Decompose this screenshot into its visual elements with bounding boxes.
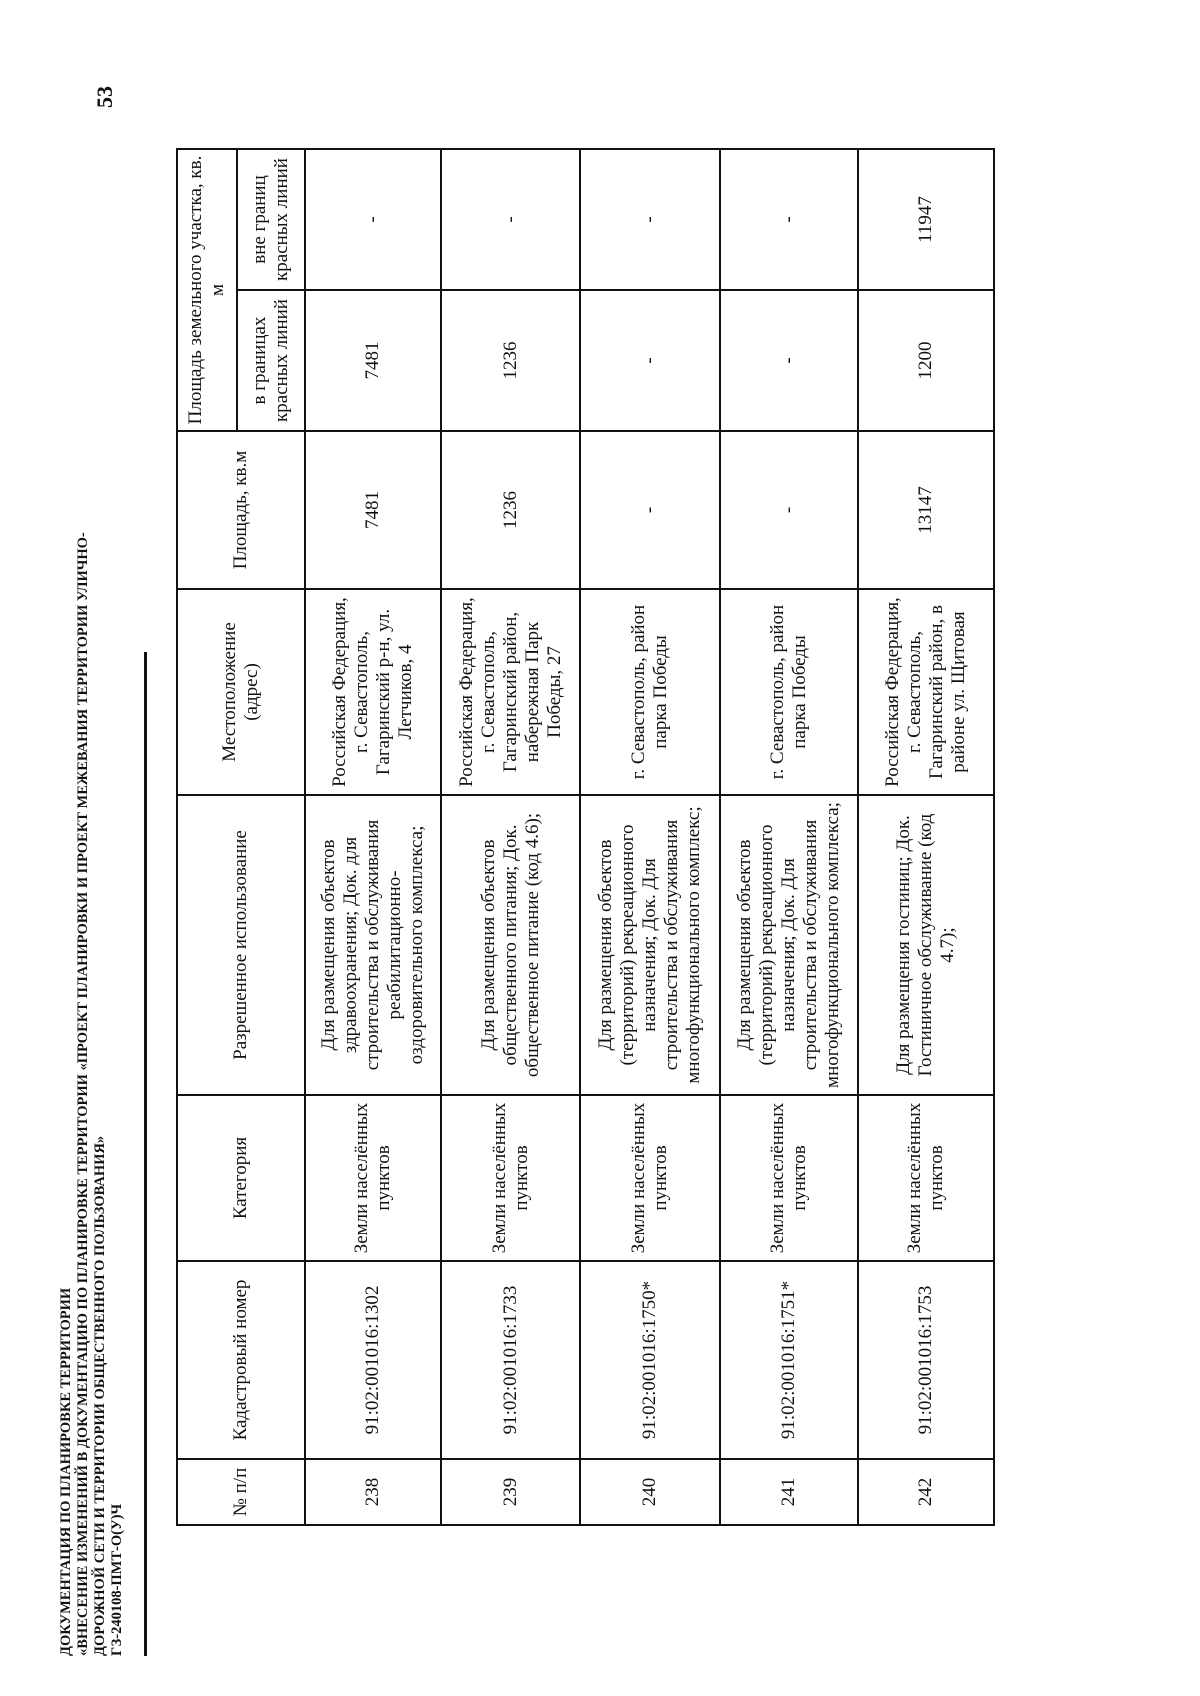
header-divider bbox=[144, 652, 147, 1656]
cell-cadastral: 91:02:001016:1750* bbox=[580, 1261, 720, 1459]
cell-location: г. Севастополь, район парка Победы bbox=[720, 589, 858, 795]
cell-location: Российская Федерация, г. Севастополь, Гагаринский район, набережная Парк Победы, 27 bbox=[441, 589, 580, 795]
header-line-1: ДОКУМЕНТАЦИЯ ПО ПЛАНИРОВКЕ ТЕРРИТОРИИ bbox=[58, 1287, 74, 1656]
header-location: Местоположение (адрес) bbox=[177, 589, 305, 795]
cell-num: 240 bbox=[580, 1459, 720, 1525]
cell-outside: - bbox=[441, 149, 580, 290]
cell-location: Российская Федерация, г. Севастополь, Гагаринский р-н, ул. Летчиков, 4 bbox=[305, 589, 441, 795]
table-row bbox=[858, 149, 994, 1525]
cell-inside: 7481 bbox=[305, 290, 441, 431]
cell-inside: - bbox=[720, 290, 858, 431]
cell-location: г. Севастополь, район парка Победы bbox=[580, 589, 720, 795]
header-line-3: ДОРОЖНОЙ СЕТИ И ТЕРРИТОРИИ ОБЩЕСТВЕННОГО ПОЛЬЗОВАНИЯ» bbox=[92, 1135, 108, 1656]
cell-category: Земли населённых пунктов bbox=[441, 1095, 580, 1261]
cell-use: Для размещения объектов здравоохранения; Док. для строительства и обслуживания реабилитационно-оздоровительного комплекса; bbox=[305, 795, 441, 1095]
cell-num: 239 bbox=[441, 1459, 580, 1525]
cell-cadastral: 91:02:001016:1753 bbox=[858, 1261, 994, 1459]
cell-num: 238 bbox=[305, 1459, 441, 1525]
page-number: 53 bbox=[92, 86, 117, 108]
table-row bbox=[580, 149, 720, 1525]
header-plot-area-group: Площадь земельного участка, кв. м bbox=[177, 149, 237, 431]
cell-use: Для размещения объектов (территорий) рекреационного назначения; Док. Для строительства и обслуживания многофункционального комплекс; bbox=[580, 795, 720, 1095]
cell-outside: - bbox=[720, 149, 858, 290]
header-area: Площадь, кв.м bbox=[177, 431, 305, 589]
header-num: № п/п bbox=[177, 1459, 305, 1525]
land-plots-table bbox=[176, 148, 995, 1526]
cell-inside: 1200 bbox=[858, 290, 994, 431]
table-row bbox=[305, 149, 441, 1525]
cell-outside: - bbox=[580, 149, 720, 290]
cell-inside: 1236 bbox=[441, 290, 580, 431]
header-line-4: ГЗ-240108-ПМТ-О(У)Ч bbox=[109, 1503, 125, 1656]
header-category: Категория bbox=[177, 1095, 305, 1261]
cell-location: Российская Федерация, г. Севастополь, Гагаринский район, в районе ул. Щитовая bbox=[858, 589, 994, 795]
table-row bbox=[720, 149, 858, 1525]
header-outside-red-lines: вне границ красных линий bbox=[237, 149, 305, 290]
header-use: Разрешенное использование bbox=[177, 795, 305, 1095]
cell-use: Для размещения гостиниц; Док. Гостиничное обслуживание (код 4.7); bbox=[858, 795, 994, 1095]
cell-outside: - bbox=[305, 149, 441, 290]
cell-area: 1236 bbox=[441, 431, 580, 589]
document-header bbox=[58, 256, 126, 1656]
cell-category: Земли населённых пунктов bbox=[580, 1095, 720, 1261]
header-inside-red-lines: в границах красных линий bbox=[237, 290, 305, 431]
cell-use: Для размещения объектов общественного питания; Док. общественное питание (код 4.6); bbox=[441, 795, 580, 1095]
header-line-2: «ВНЕСЕНИЕ ИЗМЕНЕНИЙ В ДОКУМЕНТАЦИЮ ПО ПЛАНИРОВКЕ ТЕРРИТОРИИ «ПРОЕКТ ПЛАНИРОВКИ И ПРОЕКТ МЕЖЕВАНИЯ ТЕРРИТОРИИ УЛИЧНО- bbox=[75, 532, 91, 1656]
cell-cadastral: 91:02:001016:1302 bbox=[305, 1261, 441, 1459]
cell-area: 7481 bbox=[305, 431, 441, 589]
cell-outside: 11947 bbox=[858, 149, 994, 290]
cell-cadastral: 91:02:001016:1751* bbox=[720, 1261, 858, 1459]
cell-use: Для размещения объектов (территорий) рекреационного назначения; Док. Для строительства и обслуживания многофункционального комплекса; bbox=[720, 795, 858, 1095]
cell-category: Земли населённых пунктов bbox=[305, 1095, 441, 1261]
cell-area: - bbox=[720, 431, 858, 589]
cell-area: 13147 bbox=[858, 431, 994, 589]
table-row bbox=[441, 149, 580, 1525]
header-cadastral: Кадастровый номер bbox=[177, 1261, 305, 1459]
cell-category: Земли населённых пунктов bbox=[858, 1095, 994, 1261]
cell-category: Земли населённых пунктов bbox=[720, 1095, 858, 1261]
cell-inside: - bbox=[580, 290, 720, 431]
cell-cadastral: 91:02:001016:1733 bbox=[441, 1261, 580, 1459]
cell-num: 242 bbox=[858, 1459, 994, 1525]
cell-num: 241 bbox=[720, 1459, 858, 1525]
cell-area: - bbox=[580, 431, 720, 589]
